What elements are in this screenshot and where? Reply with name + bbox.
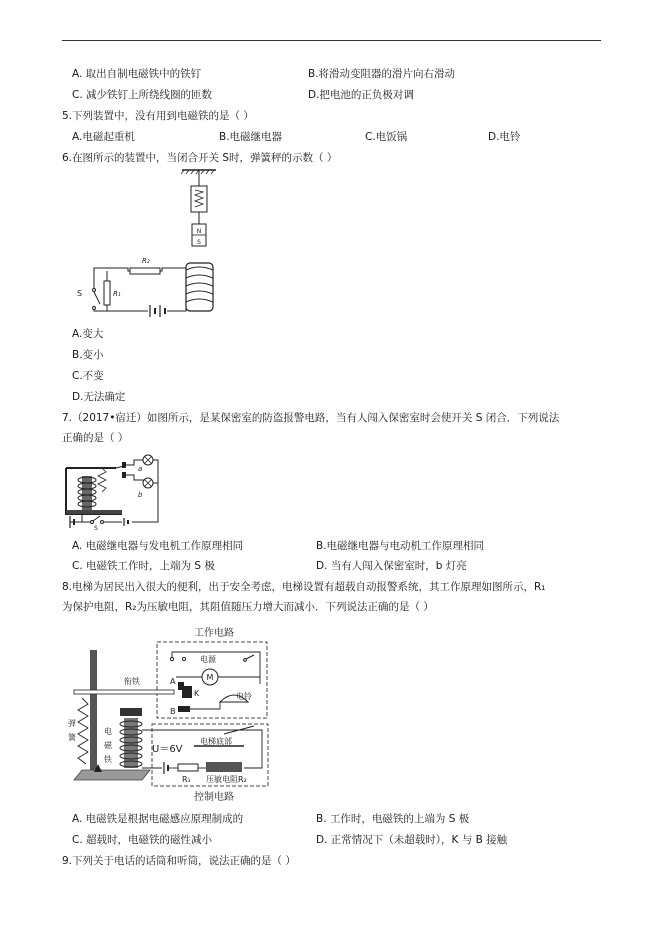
q8-contact-k-label: K [194, 689, 200, 698]
q8-contact-b-label: B [170, 707, 176, 716]
q7-option-b[interactable]: B.电磁继电器与电动机工作原理相同 [316, 540, 485, 552]
q4-option-b[interactable]: B.将滑动变阻器的滑片向右滑动 [308, 68, 456, 80]
q7-lamp-b-label: b [138, 491, 143, 499]
q7-figure [62, 450, 164, 530]
q7-stem-line2: 正确的是（ ） [62, 432, 129, 444]
q8-armature-label: 衔铁 [124, 677, 140, 686]
q8-spring-label-1: 弹 [68, 719, 76, 728]
q8-power-label: 电源 [200, 655, 216, 664]
q8-control-circuit-label: 控制电路 [194, 792, 234, 802]
q6-magnet-n-label: N [196, 228, 202, 235]
q5-option-c[interactable]: C.电饭锅 [365, 131, 408, 143]
q9-stem: 9.下列关于电话的话筒和听筒，说法正确的是（ ） [62, 855, 296, 867]
q6-r1-label: R₁ [113, 290, 121, 298]
q4-option-d[interactable]: D.把电池的正负极对调 [308, 89, 414, 101]
q8-stem-line1: 8.电梯为居民出入很大的便利，出于安全考虑，电梯设置有超载自动报警系统，其工作原理如图所示，R₁ [62, 581, 546, 593]
q6-magnet-s-label: S [197, 239, 201, 246]
q8-contact-a-label: A [170, 677, 176, 686]
q6-stem: 6.在图所示的装置中，当闭合开关 S时，弹簧秤的示数（ ） [62, 152, 338, 164]
q7-switch-label: S [94, 525, 98, 530]
q6-option-d[interactable]: D.无法确定 [72, 391, 126, 403]
q5-stem: 5.下列装置中，没有用到电磁铁的是（ ） [62, 110, 254, 122]
q7-lamp-a-label: a [138, 465, 143, 473]
q8-bell-label: 电铃 [236, 692, 252, 701]
q8-electromagnet-label-1: 电 [104, 727, 112, 736]
q6-option-c[interactable]: C.不变 [72, 370, 104, 382]
q8-electromagnet-label-2: 磁 [104, 741, 112, 750]
q8-stem-line2: 为保护电阻，R₂为压敏电阻，其阻值随压力增大而减小．下列说法正确的是（ ） [62, 601, 434, 613]
q8-motor-label: M [206, 673, 214, 682]
q8-option-b[interactable]: B. 工作时，电磁铁的上端为 S 极 [316, 813, 470, 825]
q8-elevator-floor-label: 电梯底部 [200, 737, 232, 746]
q6-option-a[interactable]: A.变大 [72, 328, 104, 340]
q8-r1-label: R₁ [182, 775, 191, 784]
q4-option-a[interactable]: A. 取出自制电磁铁中的铁钉 [72, 68, 202, 80]
q5-option-a[interactable]: A.电磁起重机 [72, 131, 135, 143]
q8-voltage-label: U＝6V [152, 744, 183, 755]
q5-option-d[interactable]: D.电铃 [488, 131, 521, 143]
q6-switch-label: S [77, 289, 83, 298]
q8-electromagnet-label-3: 铁 [104, 755, 112, 764]
q7-option-a[interactable]: A. 电磁继电器与发电机工作原理相同 [72, 540, 244, 552]
q8-spring-label-2: 簧 [68, 733, 76, 742]
q8-option-a[interactable]: A. 电磁铁是根据电磁感应原理制成的 [72, 813, 244, 825]
q6-figure [70, 168, 230, 323]
q8-work-circuit-label: 工作电路 [194, 628, 234, 639]
q8-pressure-resistor-label: 压敏电阻R₂ [206, 775, 247, 784]
q8-option-c[interactable]: C. 超载时，电磁铁的磁性减小 [72, 834, 213, 846]
q7-option-c[interactable]: C. 电磁铁工作时，上端为 S 极 [72, 560, 215, 572]
q7-stem-line1: 7.（2017•宿迁）如图所示，是某保密室的防盗报警电路，当有人闯入保密室时会使开关 S 闭合．下列说法 [62, 412, 560, 424]
q4-option-c[interactable]: C. 减少铁钉上所绕线圈的匝数 [72, 89, 213, 101]
q7-option-d[interactable]: D. 当有人闯入保密室时，b 灯亮 [316, 560, 467, 572]
q5-option-b[interactable]: B.电磁继电器 [219, 131, 283, 143]
q8-figure [64, 622, 284, 802]
q6-r2-label: R₂ [142, 257, 150, 265]
header-rule [62, 40, 601, 41]
q8-option-d[interactable]: D. 正常情况下（未超载时），K 与 B 接触 [316, 834, 508, 846]
q6-option-b[interactable]: B.变小 [72, 349, 104, 361]
